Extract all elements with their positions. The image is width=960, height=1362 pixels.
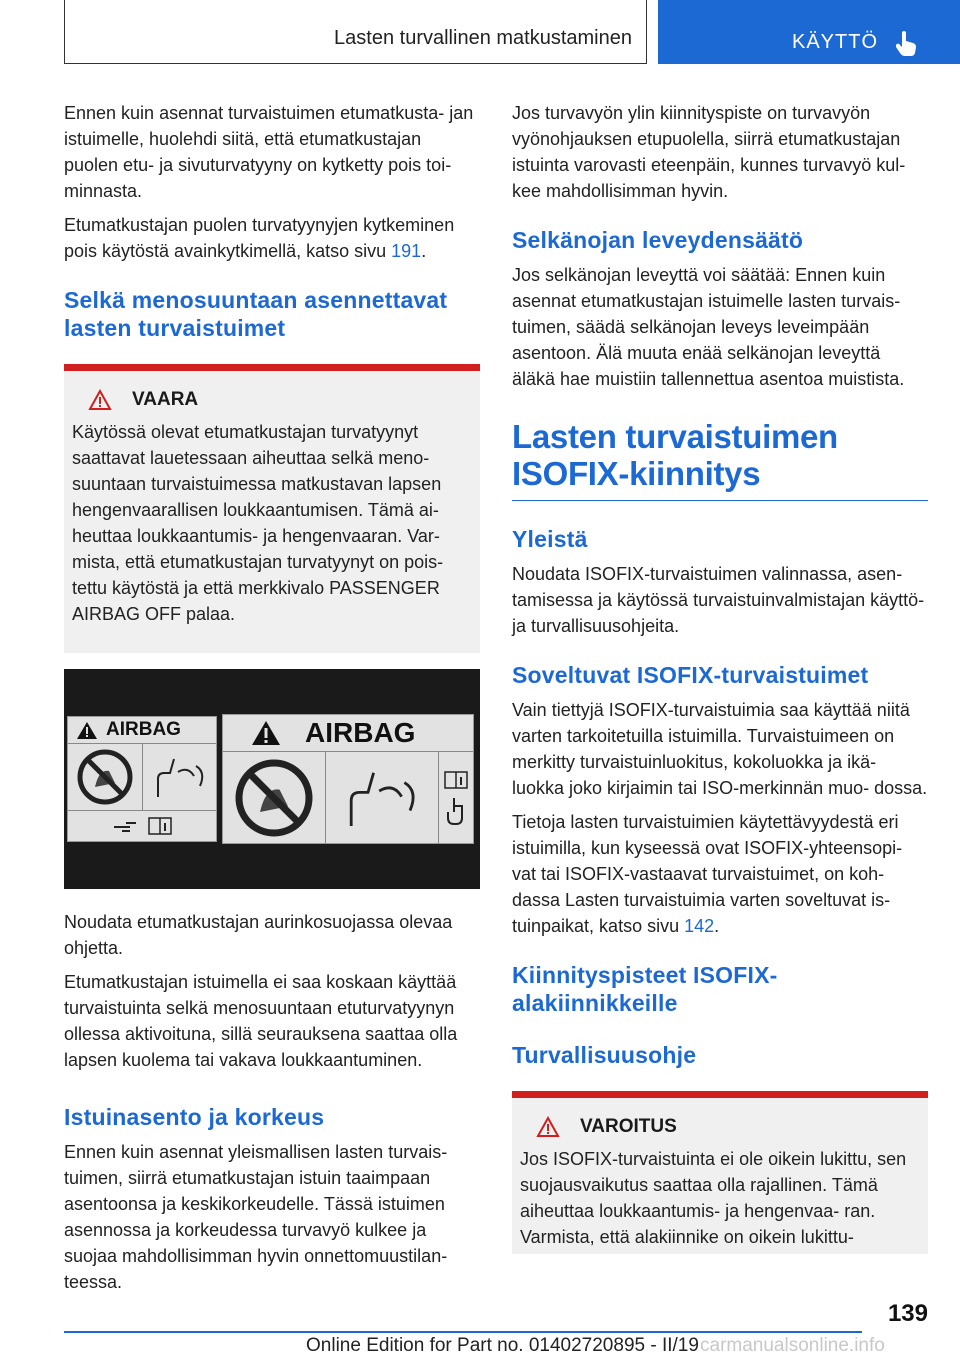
heading-backrest-width: Selkänojan leveydensäätö	[512, 227, 804, 253]
seat-airbag-icon	[148, 752, 212, 802]
belt-anchor-paragraph: Jos turvavyön ylin kiinnityspiste on turvavyön vyönohjauksen etupuolella, siirrä etumatkustajan istuinta varovasti eteenpäin, kunnes turvavyö kul‐ kee mahdollisimman hyvin.	[512, 103, 906, 201]
heading-isofix: Lasten turvaistuimen ISOFIX-kiinnitys	[512, 418, 928, 501]
airbag-label-photo	[64, 669, 480, 889]
right-column	[512, 100, 928, 1254]
airbag-text-large: AIRBAG	[305, 717, 416, 748]
manual-book-icon	[444, 770, 468, 790]
manual-book-icon	[148, 817, 172, 835]
page-number: 139	[887, 1300, 928, 1327]
no-child-seat-icon	[75, 747, 135, 807]
danger-warning-box	[64, 364, 480, 653]
airbag-label-small	[67, 716, 217, 842]
footer-divider	[64, 1331, 862, 1333]
heading-suitable-isofix: Soveltuvat ISOFIX-turvaistuimet	[512, 662, 869, 688]
header-chapter-tab[interactable]	[658, 0, 960, 64]
section-title: Lasten turvallinen matkustaminen	[334, 27, 632, 49]
suitable-paragraph: Vain tiettyjä ISOFIX-turvaistuimia saa käyttää niitä varten tarkoitetuilla istuimilla. Turvaistuimeen on merkitty turvaistuinluokitus, kokoluokka ja ikä‐ luokka joko kirjaimin tai ISO-merkinnän muo‐ dossa.	[512, 700, 928, 798]
edition-text: Online Edition for Part no. 01402720895 - II/19	[306, 1335, 699, 1356]
backrest-paragraph: Jos selkänojan leveyttä voi säätää: Ennen kuin asennat etumatkustajan istuimelle lasten turvais‐ tuimen, säädä selkänojan leveys leveimpään asentoon. Älä muuta enää selkänojan leveyttä äläkä hae muistiin tallennettua asentoa muistista.	[512, 265, 905, 389]
seat-airbag-icon	[337, 763, 427, 833]
left-column	[64, 100, 480, 1303]
usability-paragraph: Tietoja lasten turvaistuimien käytettävyydestä eri istuimilla, kun kyseessä ovat ISOFIX-yhteensopi‐ vat tai ISOFIX-vastaavat turvaistuimet, on koh‐ dassa Lasten turvaistuimia varten soveltuvat is‐ tuinpaikat, katso sivu 142.	[512, 812, 903, 936]
warning-triangle-icon	[536, 1116, 560, 1138]
heading-general: Yleistä	[512, 526, 588, 552]
caution-text: Jos ISOFIX-turvaistuinta ei ole oikein lukittu, sen suojausvaikutus saattaa olla rajallinen. Tämä aiheuttaa loukkaantumis- ja hengenvaa‐ ran. Varmista, että alakiinnike on oikein lukittu-	[520, 1149, 907, 1247]
header-section-title	[64, 0, 647, 64]
caution-warning-box	[512, 1091, 928, 1254]
chapter-title: KÄYTTÖ	[792, 31, 879, 53]
heading-safety-note: Turvallisuusohje	[512, 1042, 697, 1068]
no-child-seat-icon	[232, 756, 316, 840]
warning-title: VAARA	[132, 389, 199, 410]
heading-seat-position: Istuinasento ja korkeus	[64, 1104, 325, 1130]
warning-triangle-icon	[88, 389, 112, 411]
page-link-142[interactable]: 142	[684, 916, 715, 936]
pointing-hand-icon	[112, 819, 138, 833]
hand-pointer-icon	[896, 30, 918, 56]
airbag-label-large	[222, 714, 474, 844]
warning-triangle-icon	[76, 721, 98, 740]
pointing-hand-icon	[446, 796, 466, 826]
never-rearward-paragraph: Etumatkustajan istuimella ei saa koskaan käyttää turvaistuinta selkä menosuuntaan etuturvatyynyn ollessa aktivoituna, sillä seurauksena saattaa olla lapsen kuolema tai vakava loukkaantuminen.	[64, 972, 458, 1070]
warning-text: Käytössä olevat etumatkustajan turvatyynyt saattavat lauetessaan aiheuttaa selkä meno‐ suuntaan turvaistuimessa matkustavan lapsen hengenvaarallisen loukkaantumisen. Tämä ai‐ heuttaa loukkaantumis- ja hengenvaaran. Var‐ mista, että etumatkustajan turvatyynyt on pois‐ tettu käytöstä ja että merkkivalo PASSENGER AIRBAG OFF palaa.	[72, 422, 444, 624]
heading-anchor-points: Kiinnityspisteet ISOFIX-alakiinnikkeille	[512, 962, 778, 1016]
seat-position-paragraph: Ennen kuin asennat yleismallisen lasten turvais‐ tuimen, siirrä etumatkustajan istuin taaimpaan asentoonsa ja keskikorkeudelle. Tässä istuimen asennossa ja korkeudessa turvavyö kulkee ja suojaa mahdollisimman hyvin onnettomuustilan‐ teessa.	[64, 1142, 448, 1292]
caution-title: VAROITUS	[580, 1116, 677, 1137]
intro-paragraph: Ennen kuin asennat turvaistuimen etumatkusta‐ jan istuimelle, huolehdi siitä, että etumatkustajan puolen etu- ja sivuturvatyyny on kytketty pois toi‐ minnasta.	[64, 103, 474, 201]
sun-visor-paragraph: Noudata etumatkustajan aurinkosuojassa olevaa ohjetta.	[64, 912, 453, 958]
airbag-text-small: AIRBAG	[106, 719, 181, 740]
general-paragraph: Noudata ISOFIX-turvaistuimen valinnassa, asen‐ tamisessa ja käytössä turvaistuinvalmistajan käyttö- ja turvallisuusohjeita.	[512, 564, 925, 636]
warning-triangle-icon	[251, 720, 281, 746]
heading-rearward-seats: Selkä menosuuntaan asennettavat lasten turvaistuimet	[64, 287, 448, 341]
airbag-deactivation-paragraph: Etumatkustajan puolen turvatyynyjen kytkeminen pois käytöstä avainkytkimellä, katso sivu 191.	[64, 215, 455, 261]
watermark: carmanualsonline.info	[700, 1335, 885, 1356]
page-link-191[interactable]: 191	[391, 241, 422, 261]
